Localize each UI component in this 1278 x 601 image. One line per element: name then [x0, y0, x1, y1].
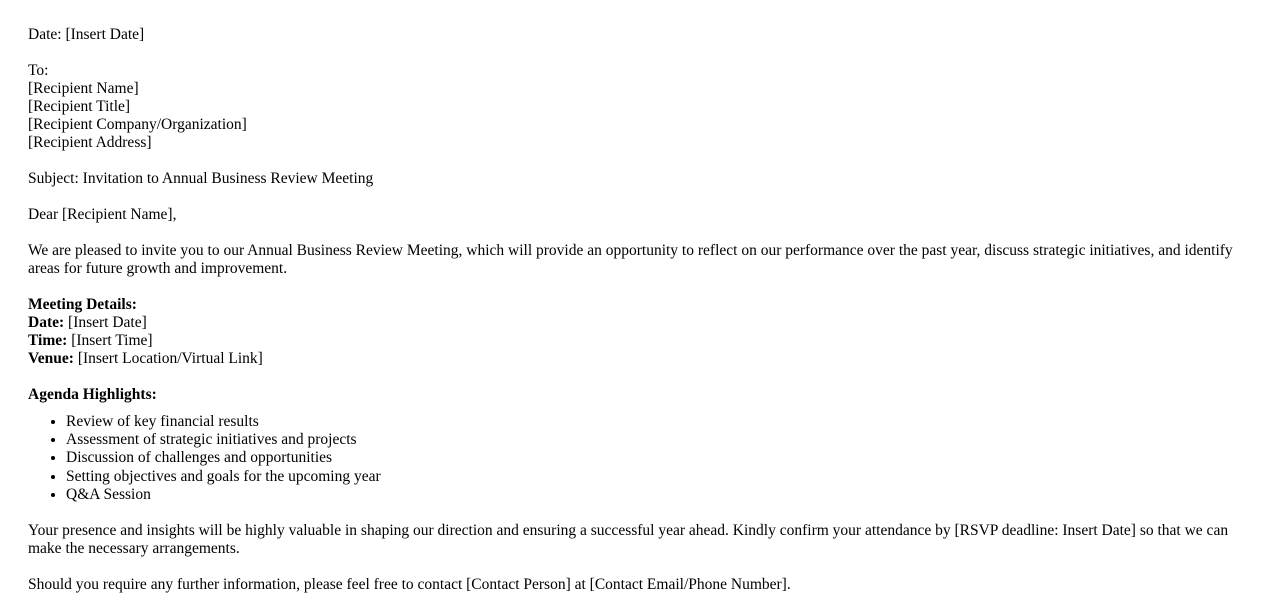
- meeting-detail-venue-label: Venue:: [28, 349, 74, 367]
- list-item: • Review of key financial results: [66, 413, 1250, 431]
- agenda-heading: Agenda Highlights:: [28, 385, 157, 403]
- meeting-detail-date-value: [Insert Date]: [68, 313, 147, 331]
- meeting-detail-date: [28, 314, 1250, 332]
- meeting-detail-time-label: Time:: [28, 331, 68, 349]
- list-item: • Discussion of challenges and opportunities: [66, 449, 1250, 467]
- meeting-details-heading: Meeting Details:: [28, 295, 137, 313]
- recipient-title: [Recipient Title]: [28, 97, 131, 115]
- closing-paragraph: Your presence and insights will be highly valuable in shaping our direction and ensuring a successful year ahead. Kindly confirm your attendance by [RSVP deadline: Insert Date] so that we can make the necessary arrangements.: [28, 521, 1229, 557]
- meeting-detail-time-value: [Insert Time]: [71, 331, 153, 349]
- meeting-detail-venue-value: [Insert Location/Virtual Link]: [77, 349, 263, 367]
- list-item: • Setting objectives and goals for the upcoming year: [66, 468, 1250, 486]
- recipient-address: [Recipient Address]: [28, 133, 152, 151]
- date-line: Date: [Insert Date]: [28, 26, 145, 43]
- recipient-block: [28, 62, 1250, 152]
- meeting-detail-venue: [28, 350, 1250, 368]
- recipient-company: [Recipient Company/Organization]: [28, 115, 247, 133]
- list-item: • Assessment of strategic initiatives and projects: [66, 431, 1250, 449]
- agenda-list: [28, 413, 1250, 505]
- salutation: Dear [Recipient Name],: [28, 205, 177, 223]
- meeting-details-block: [28, 296, 1250, 368]
- subject-line: Subject: Invitation to Annual Business Review Meeting: [28, 169, 374, 187]
- meeting-detail-time: [28, 332, 1250, 350]
- to-label: To:: [28, 61, 49, 79]
- meeting-detail-date-label: Date:: [28, 313, 65, 331]
- list-item: • Q&A Session: [66, 486, 1250, 504]
- intro-paragraph: We are pleased to invite you to our Annual Business Review Meeting, which will provide an opportunity to reflect on our performance over the past year, discuss strategic initiatives, and identify areas for future growth and improvement.: [28, 241, 1233, 277]
- recipient-name: [Recipient Name]: [28, 79, 139, 97]
- contact-paragraph: Should you require any further information, please feel free to contact [Contact Person] at [Contact Email/Phone Number].: [28, 575, 791, 593]
